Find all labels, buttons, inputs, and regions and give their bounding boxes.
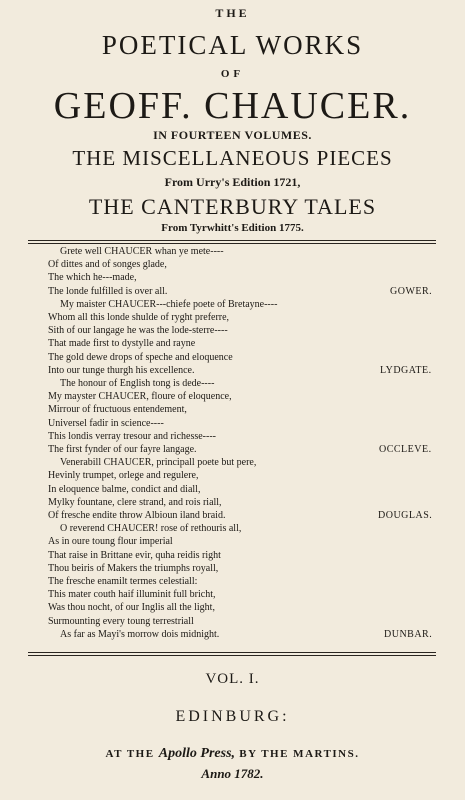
verse-line: That raise in Brittane evir, quha reidis right <box>48 549 221 561</box>
verse-line: The gold dewe drops of speche and eloquence <box>48 351 233 363</box>
imprint-city: EDINBURG: <box>175 708 290 725</box>
imprint-at-the: AT THE <box>105 748 155 760</box>
verse-line: Of dittes and of songes glade, <box>48 259 167 271</box>
verse-line: My mayster CHAUCER, floure of eloquence, <box>48 391 232 403</box>
attribution-lydgate: LYDGATE. <box>380 364 432 376</box>
imprint-press-line <box>0 746 465 762</box>
verse-line: Whom all this londe shulde of ryght preferre, <box>48 312 230 323</box>
verse-line: Hevinly trumpet, orlege and regulere, <box>48 470 199 482</box>
attribution-occleve: OCCLEVE. <box>379 444 432 455</box>
verse-line: This mater couth haif illuminit full bricht, <box>48 589 216 601</box>
verse-line: Venerabill CHAUCER, principall poete but pere, <box>60 457 257 469</box>
title-of: OF <box>220 68 245 80</box>
verse-line: O reverend CHAUCER! rose of rethouris all, <box>60 523 242 535</box>
title-urry-edition: From Urry's Edition 1721, <box>164 175 301 189</box>
verse-line: Of fresche endite throw Albioun iland braid. <box>48 510 226 521</box>
divider-rule-top-second <box>28 243 436 244</box>
verse-line: The fresche enamilt termes celestiall: <box>48 576 198 587</box>
verse-line: As far as Mayi's morrow dois midnight. <box>60 628 220 640</box>
title-volumes: IN FOURTEEN VOLUMES. <box>153 128 312 142</box>
verse-line: Into our tunge thurgh his excellence. <box>48 364 195 376</box>
title-misc-pieces: THE MISCELLANEOUS PIECES <box>72 146 393 170</box>
verse-line: Thou beiris of Makers the triumphs royall, <box>48 562 219 574</box>
verse-line: The londe fulfilled is over all. <box>48 285 168 297</box>
title-canterbury-tales: THE CANTERBURY TALES <box>88 194 377 219</box>
verse-line: The which he---made, <box>48 272 137 284</box>
title-tyrwhitt-edition: From Tyrwhitt's Edition 1775. <box>161 222 304 234</box>
verse-line: This londis verray tresour and richesse---- <box>48 430 216 442</box>
title-the: THE <box>215 6 250 20</box>
verse-line: As in oure toung flour imperial <box>48 536 173 548</box>
attribution-gower: GOWER. <box>390 285 433 297</box>
verse-line: Mirrour of fructuous entendement, <box>48 404 187 416</box>
divider-rule-bottom <box>28 652 436 653</box>
verse-line: Mylky fountane, clere strand, and rois riall, <box>48 496 222 508</box>
attribution-douglas: DOUGLAS. <box>378 510 433 521</box>
title-author: GEOFF. CHAUCER. <box>53 85 412 127</box>
verse-line: Surmounting every toung terrestriall <box>48 615 194 627</box>
divider-rule-bottom-second <box>28 655 436 656</box>
imprint-by-the: BY THE MARTINS. <box>239 748 360 760</box>
imprint-press-name: Apollo Press, <box>158 746 236 761</box>
verse-line: My maister CHAUCER---chiefe poete of Bretayne---- <box>60 298 278 310</box>
verse-line: Universel fadir in science---- <box>48 417 164 429</box>
verse-line: Grete well CHAUCER whan ye mete---- <box>60 246 224 257</box>
verse-line: In eloquence balme, condict and diall, <box>48 483 201 495</box>
verse-line: The honour of English tong is dede---- <box>60 378 215 389</box>
verse-line: Sith of our langage he was the lode-sterre---- <box>48 325 228 337</box>
title-poetical-works: POETICAL WORKS <box>101 30 364 60</box>
imprint-year: Anno 1782. <box>201 766 264 781</box>
divider-rule-top <box>28 240 436 241</box>
verse-line: Was thou nocht, of our Inglis all the light, <box>48 602 215 614</box>
volume-number: VOL. I. <box>205 671 260 687</box>
verse-line: That made first to dystylle and rayne <box>48 338 196 350</box>
attribution-dunbar: DUNBAR. <box>384 628 433 640</box>
verse-line: The first fynder of our fayre langage. <box>48 444 197 455</box>
